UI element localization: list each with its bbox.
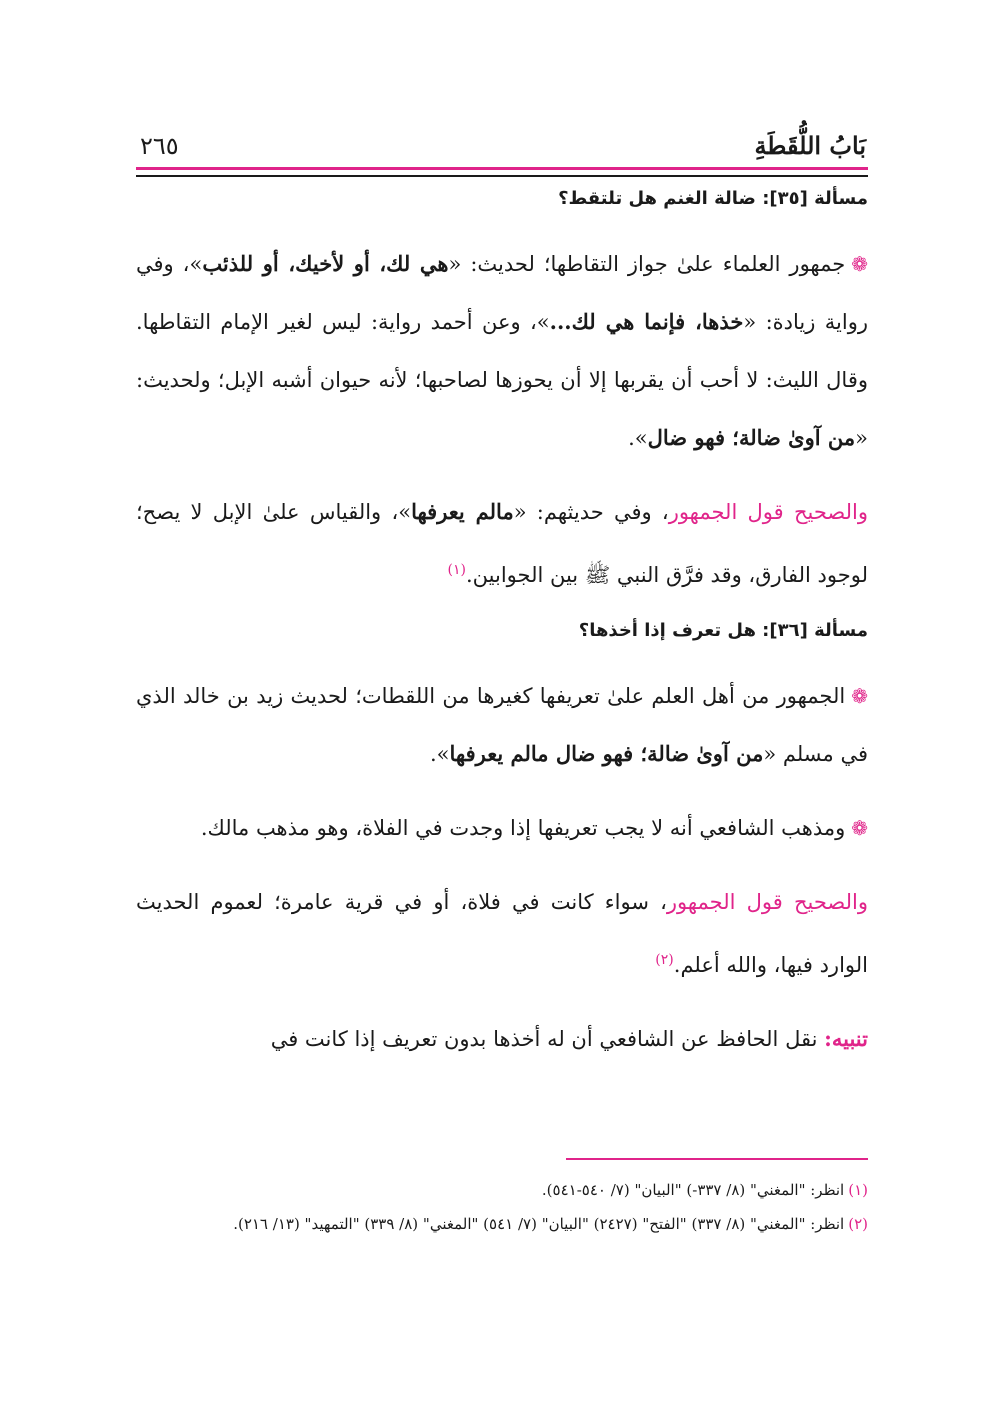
flower-icon: ❁ [851, 816, 868, 840]
footnote-number: (٢) [848, 1215, 868, 1233]
paragraph: ❁جمهور العلماء علىٰ جواز التقاطها؛ لحديث: «هي لك، أو لأخيك، أو للذئب»، وفي رواية زيادة: «خذها، فإنما هي لك...»، وعن أحمد رواية: ليس لغير الإمام التقاطها. وقال الليث: لا أحب أن يقربها إلا أن يحوزها لصاحبها؛ لأنه حيوان أشبه الإبل؛ ولحديث: «من آوىٰ ضالة؛ فهو ضال». [136, 251, 869, 450]
paragraph: والصحيح قول الجمهور، سواء كانت في فلاة، أو في قرية عامرة؛ لعموم الحديث الوارد فيها، والله أعلم.$^{(٢)}$ [136, 890, 868, 977]
paragraph: ❁الجمهور من أهل العلم علىٰ تعريفها كغيرها من اللقطات؛ لحديث زيد بن خالد الذي في مسلم «من آوىٰ ضالة؛ فهو ضال مالم يعرفها». [136, 684, 868, 766]
footnote-number: (١) [848, 1181, 868, 1199]
paragraph: ❁ومذهب الشافعي أنه لا يجب تعريفها إذا وجدت في الفلاة، وهو مذهب مالك. [200, 816, 868, 840]
footnote-rule [566, 1158, 868, 1160]
chapter-title: بَابُ اللُّقَطَةِ [754, 131, 866, 160]
flower-icon: ❁ [851, 252, 868, 276]
page-number: ٢٦٥ [140, 132, 179, 160]
hadith-text: من آوىٰ ضالة؛ فهو ضال [647, 425, 856, 450]
conclusion-label: والصحيح قول الجمهور [668, 500, 868, 524]
note-label: تنبيه: [824, 1026, 868, 1051]
footnote: (١)انظر: "المغني" (٨/ ٣٣٧-) "البيان" (٧/ ٥٤٠-٥٤١). [541, 1181, 868, 1199]
issue-heading-36: مسألة [٣٦]: هل تعرف إذا أخذها؟ [578, 620, 868, 641]
flower-icon: ❁ [851, 684, 868, 708]
header-rule-black [136, 175, 868, 177]
main-content [136, 188, 868, 1084]
header-rule-pink [136, 167, 868, 170]
page-header [140, 120, 866, 160]
footnote: (٢)انظر: "المغني" (٨/ ٣٣٧) "الفتح" (٢٤٢٧) "البيان" (٧/ ٥٤١) "المغني" (٨/ ٣٣٩) "التمهيد" (١٣/ ٢١٦). [233, 1215, 868, 1233]
footnote-reference[interactable]: (٢) [655, 952, 674, 968]
paragraph: والصحيح قول الجمهور، وفي حديثهم: «مالم يعرفها»، والقياس علىٰ الإبل لا يصح؛ لوجود الفارق، وقد فرَّق النبي ﷺ بين الجوابين.$^{(١)}$ [136, 499, 868, 587]
paragraph: تنبيه: نقل الحافظ عن الشافعي أن له أخذها بدون تعريف إذا كانت في [270, 1026, 868, 1051]
footnote-reference[interactable]: (١) [447, 562, 466, 578]
footnotes [136, 1176, 868, 1244]
hadith-text: من آوىٰ ضالة؛ فهو ضال مالم يعرفها [449, 741, 764, 766]
issue-heading-35: مسألة [٣٥]: ضالة الغنم هل تلتقط؟ [558, 188, 868, 209]
hadith-text: هي لك، أو لأخيك، أو للذئب [202, 251, 449, 276]
conclusion-label: والصحيح قول الجمهور [666, 890, 868, 914]
hadith-text: خذها، فإنما هي لك... [549, 309, 744, 334]
hadith-text: مالم يعرفها [411, 499, 514, 524]
